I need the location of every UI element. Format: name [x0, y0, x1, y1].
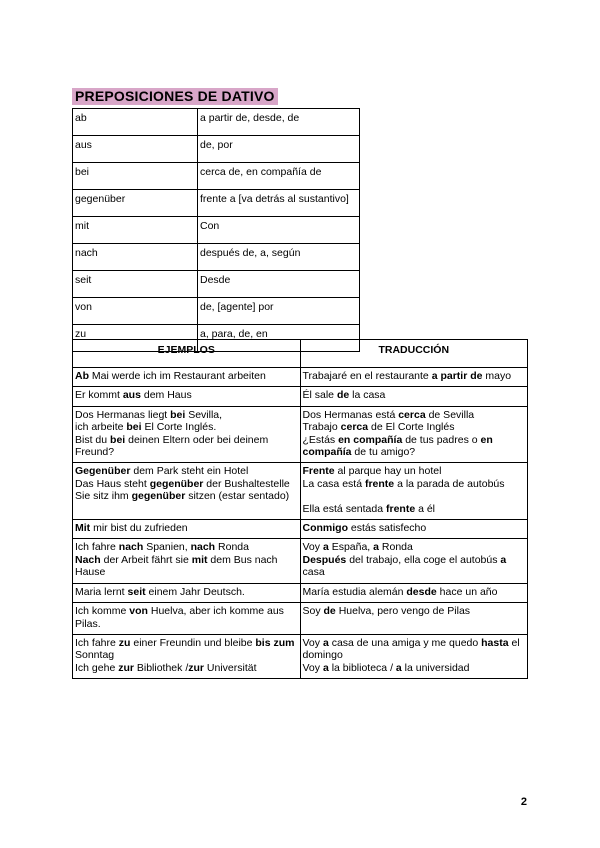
highlighted-word: aus [122, 389, 141, 402]
text-fragment: deinen Eltern oder bei deinem Freund? [75, 433, 269, 459]
highlighted-word: a [395, 661, 402, 674]
text-fragment: Sonntag [75, 649, 115, 662]
text-fragment: de tu amigo? [351, 446, 416, 459]
highlighted-word: Nach [75, 553, 101, 566]
highlighted-word: gegenüber [149, 477, 204, 490]
highlighted-word: Mit [75, 522, 91, 535]
text-fragment: mir bist du zufrieden [90, 522, 188, 535]
text-fragment: Er kommt [75, 389, 123, 402]
text-fragment: der Bushaltestelle [203, 477, 290, 490]
example-spanish [300, 539, 528, 583]
text-fragment: del trabajo, ella coge el autobús [346, 553, 501, 566]
text-fragment: al parque hay un hotel [334, 465, 442, 478]
example-row [73, 539, 528, 583]
text-fragment: Ich fahre [75, 541, 119, 554]
highlighted-word: cerca [398, 408, 426, 421]
example-german [73, 539, 301, 583]
example-german [73, 603, 301, 635]
text-fragment: Spanien, [143, 541, 191, 554]
text-fragment: casa de una amiga y me quedo [328, 636, 482, 649]
text-fragment: Das Haus steht [75, 477, 150, 490]
text-fragment: Ich gehe [75, 661, 119, 674]
text-fragment: la casa [349, 389, 386, 402]
text-fragment: Mai werde ich im Restaurant arbeiten [89, 370, 266, 382]
text-fragment: Huelva, pero vengo de Pilas [335, 605, 471, 618]
preposition-spanish: a, para, de, en [198, 325, 360, 352]
text-fragment: el domingo [302, 636, 520, 662]
highlighted-word: bei [170, 408, 186, 421]
highlighted-word: cerca [340, 421, 369, 434]
text-fragment: einer Freundin und bleibe [130, 636, 256, 649]
text-fragment: Sevilla, [185, 408, 223, 421]
example-row [73, 406, 528, 463]
highlighted-word: a [373, 541, 379, 554]
examples-table [72, 339, 528, 679]
highlighted-word: zu [118, 636, 131, 649]
preposition-spanish: a partir de, desde, de [198, 109, 360, 136]
highlighted-word: von [129, 605, 148, 618]
preposition-spanish: Con [198, 217, 360, 244]
text-fragment: Maria lernt [75, 585, 128, 598]
text-fragment: Voy [302, 636, 323, 649]
preposition-row [73, 244, 360, 271]
highlighted-word: gegenüber [131, 490, 186, 503]
prepositions-table [72, 108, 360, 352]
text-fragment: sitzen (estar sentado) [185, 490, 290, 503]
highlighted-word: Después [302, 553, 347, 566]
highlighted-word: bei [126, 421, 142, 434]
preposition-german: gegenüber [73, 190, 198, 217]
preposition-german: bei [73, 163, 198, 190]
text-fragment: de tus padres o [402, 433, 481, 446]
highlighted-word: Frente [302, 465, 335, 478]
example-row [73, 368, 528, 387]
examples-header-row [73, 340, 528, 368]
preposition-row [73, 190, 360, 217]
highlighted-word: seit [127, 585, 146, 598]
text-fragment: Dos Hermanas liegt [75, 408, 171, 421]
text-fragment: Sie sitz ihm [75, 490, 132, 503]
text-fragment: dem Bus nach Hause [75, 553, 278, 579]
text-fragment: Soy [302, 605, 324, 618]
example-spanish [300, 634, 528, 678]
text-fragment: El Corte Inglés. [141, 421, 217, 434]
text-fragment: Ella está sentada [302, 502, 386, 515]
highlighted-word: frente [364, 477, 395, 490]
preposition-german: aus [73, 136, 198, 163]
highlighted-word: zur [118, 661, 134, 674]
text-fragment: La casa está [302, 477, 365, 490]
header-examples: EJEMPLOS [73, 340, 301, 368]
example-german [73, 583, 301, 602]
preposition-german: mit [73, 217, 198, 244]
text-fragment: a la parada de autobús [394, 477, 505, 490]
preposition-german: zu [73, 325, 198, 352]
example-row [73, 603, 528, 635]
example-spanish [300, 583, 528, 602]
example-spanish [300, 387, 528, 406]
highlighted-word: a [322, 636, 329, 649]
preposition-german: seit [73, 271, 198, 298]
text-fragment: ¿Estás [302, 433, 339, 446]
preposition-spanish: Desde [198, 271, 360, 298]
preposition-spanish: cerca de, en compañía de [198, 163, 360, 190]
highlighted-word: de [323, 605, 336, 618]
example-row [73, 520, 528, 539]
preposition-german: von [73, 298, 198, 325]
example-spanish [300, 368, 528, 387]
text-fragment: Huelva, aber ich komme aus Pilas. [75, 605, 284, 630]
preposition-spanish: frente a [va detrás al sustantivo] [198, 190, 360, 217]
highlighted-word: a [500, 553, 507, 566]
text-fragment: Ich komme [75, 605, 130, 618]
highlighted-word: en compañía [302, 433, 493, 459]
highlighted-word: a [322, 661, 329, 674]
preposition-row [73, 109, 360, 136]
highlighted-word: nach [190, 541, 216, 554]
example-spanish [300, 520, 528, 539]
text-fragment: Ich fahre [75, 636, 119, 649]
highlighted-word: a [322, 541, 329, 554]
preposition-spanish: de, [agente] por [198, 298, 360, 325]
highlighted-word: frente [385, 502, 416, 515]
text-fragment: de El Corte Inglés [368, 421, 455, 434]
highlighted-word: hasta [481, 636, 509, 649]
text-fragment: María estudia alemán [302, 585, 407, 598]
example-german [73, 520, 301, 539]
text-fragment: Ronda [215, 541, 249, 554]
text-fragment: Él sale [302, 389, 337, 402]
text-fragment: hace un año [436, 585, 498, 598]
text-fragment: mayo [482, 370, 512, 382]
text-fragment: der Arbeit fährt sie [100, 553, 192, 566]
highlighted-word: bis zum [255, 636, 295, 649]
preposition-row [73, 271, 360, 298]
preposition-german: ab [73, 109, 198, 136]
example-german [73, 387, 301, 406]
example-row [73, 634, 528, 678]
example-german [73, 634, 301, 678]
page-number: 2 [520, 796, 527, 808]
text-fragment: ich arbeite [75, 421, 127, 434]
text-fragment: Bist du [75, 433, 111, 446]
text-fragment: Trabajaré en el restaurante [302, 370, 432, 382]
text-fragment: dem Haus [140, 389, 192, 402]
example-row [73, 583, 528, 602]
preposition-row [73, 163, 360, 190]
highlighted-word: Gegenüber [75, 465, 131, 478]
text-fragment: Voy [302, 541, 323, 554]
highlighted-word: Ab [75, 370, 89, 382]
text-fragment: Ronda [379, 541, 413, 554]
preposition-german: nach [73, 244, 198, 271]
text-fragment: la universidad [401, 661, 470, 674]
highlighted-word: mit [191, 553, 208, 566]
text-fragment: casa [302, 566, 325, 579]
text-fragment: einem Jahr Deutsch. [145, 585, 245, 598]
highlighted-word: en compañía [338, 433, 403, 446]
text-fragment: Trabajo [302, 421, 341, 434]
highlighted-word: desde [406, 585, 437, 598]
text-fragment: Bibliothek / [133, 661, 189, 674]
example-spanish [300, 463, 528, 520]
example-german [73, 463, 301, 520]
header-translation: TRADUCCIÓN [300, 340, 528, 368]
highlighted-word: bei [110, 433, 126, 446]
highlighted-word: Conmigo [302, 522, 348, 535]
example-spanish [300, 406, 528, 463]
text-fragment: a él [415, 502, 436, 515]
example-row [73, 387, 528, 406]
text-fragment: de Sevilla [425, 408, 475, 421]
text-fragment: estás satisfecho [348, 522, 427, 535]
example-row [73, 463, 528, 520]
example-german [73, 406, 301, 463]
example-spanish [300, 603, 528, 635]
preposition-row [73, 217, 360, 244]
highlighted-word: nach [118, 541, 144, 554]
text-fragment: dem Park steht ein Hotel [130, 465, 249, 478]
highlighted-word: zur [188, 661, 204, 674]
preposition-spanish: después de, a, según [198, 244, 360, 271]
text-fragment: Universität [203, 661, 257, 674]
example-german [73, 368, 301, 387]
preposition-spanish: de, por [198, 136, 360, 163]
highlighted-word: de [336, 389, 350, 402]
highlighted-word: a partir de [431, 370, 483, 382]
text-fragment: Voy [302, 661, 323, 674]
preposition-row [73, 136, 360, 163]
preposition-row [73, 298, 360, 325]
text-fragment: España, [328, 541, 374, 554]
text-fragment: la biblioteca / [328, 661, 396, 674]
page-title: PREPOSICIONES DE DATIVO [72, 88, 278, 105]
text-fragment: Dos Hermanas está [302, 408, 399, 421]
